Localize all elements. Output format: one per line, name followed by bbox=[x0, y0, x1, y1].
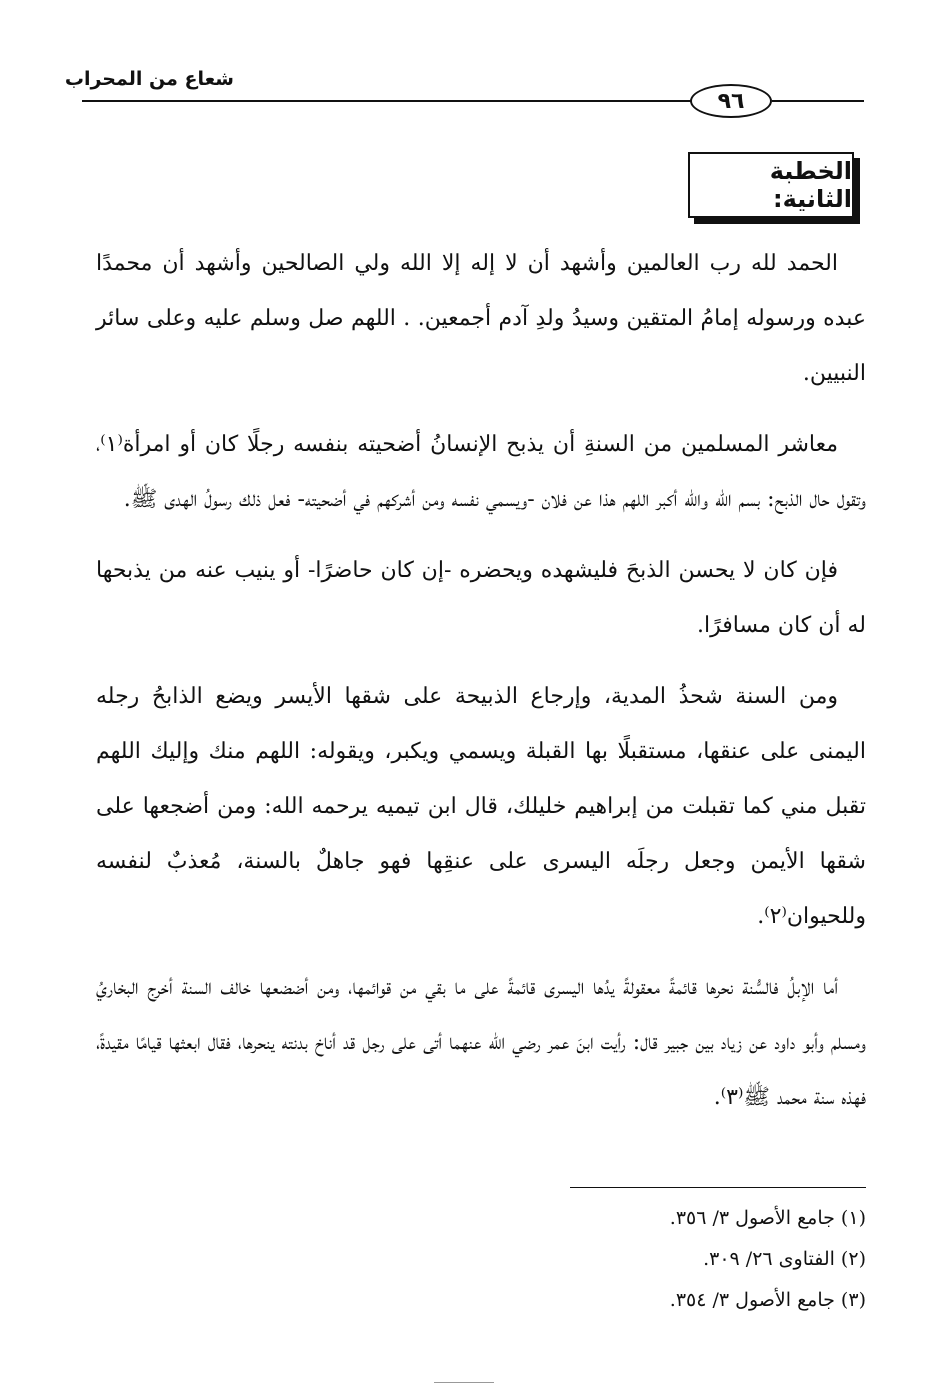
page-header bbox=[0, 0, 944, 120]
body-text bbox=[96, 236, 866, 1141]
footnote-separator bbox=[570, 1187, 866, 1188]
paragraph: ومن السنة شحذُ المدية، وإرجاع الذبيحة على شقها الأيسر ويضع الذابحُ رجله اليمنى على عنقها، مستقبلًا بها القبلة ويسمي ويكبر، ويقوله: اللهم منك وإليك اللهم تقبل مني كما تقبلت من إبراهيم خليلك، قال ابن تيميه يرحمه الله: ومن أضجعها على شقها الأيمن وجعل رجلَه اليسرى على عنقِها فهو جاهلٌ بالسنة، مُعذبٌ لنفسه وللحيوان⁽٢⁾. bbox=[96, 684, 866, 929]
footnote: (٣) جامع الأصول ٣/ ٣٥٤. bbox=[669, 1289, 866, 1311]
paragraph: معاشر المسلمين من السنةِ أن يذبح الإنسانُ أضحيته بنفسه رجلًا كان أو امرأة⁽١⁾، وتقول حال الذبح: بسم الله والله أكبر اللهم هذا عن فلان -ويسمي نفسه ومن أشركهم في أضحيته- فعل ذلك رسولُ الهدى ﷺ. bbox=[96, 432, 866, 512]
section-heading-box bbox=[688, 152, 854, 218]
section-heading: الخطبة الثانية: bbox=[769, 157, 852, 213]
page-number: ٩٦ bbox=[690, 84, 772, 118]
footnotes bbox=[96, 1198, 866, 1321]
paragraph: أما الإبلُ فالسُّنة نحرها قائمةً معقولةً يدُها اليسرى قائمةً على ما بقي من قوائمها، ومن أضضعها خالف السنة أخرج البخاريُ ومسلم وأبو داود عن زياد بين جبير قال: رأيت ابنَ عمر رضي الله عنهما أتى على رجل قد أناخ بدنته ينحرها، فقال ابعثها قيامًا مقيدةً، فهذه سنة محمد ﷺ⁽٣⁾. bbox=[96, 975, 866, 1110]
paragraph: فإن كان لا يحسن الذبحَ فليشهده ويحضره -إن كان حاضرًا- أو ينيب عنه من يذبحها له أن كان مسافرًا. bbox=[96, 558, 866, 638]
footnote: (٢) الفتاوى ٢٦/ ٣٠٩. bbox=[703, 1248, 866, 1270]
header-rule-right bbox=[772, 100, 864, 102]
running-title: شعاع من المحراب bbox=[64, 68, 234, 90]
header-rule bbox=[82, 100, 692, 102]
scan-edge-mark bbox=[434, 1382, 494, 1383]
footnote: (١) جامع الأصول ٣/ ٣٥٦. bbox=[669, 1207, 866, 1229]
paragraph: الحمد لله رب العالمين وأشهد أن لا إله إلا الله ولي الصالحين وأشهد أن محمدًا عبده ورسوله إمامُ المتقين وسيدُ ولدِ آدم أجمعين. . اللهم صل وسلم عليه وعلى سائر النبيين. bbox=[96, 251, 866, 386]
